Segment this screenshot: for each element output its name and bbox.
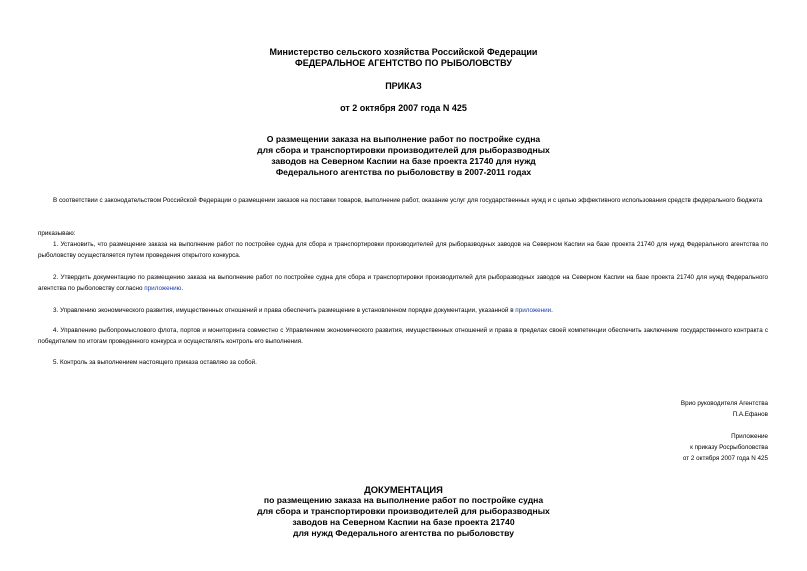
title-line-1: О размещении заказа на выполнение работ по постройке судна (266, 134, 541, 144)
title-line-2: для сбора и транспортировки производителей для рыборазводных (257, 145, 550, 155)
documentation-line-3: заводов на Северном Каспии на базе проекта 21740 (292, 517, 515, 527)
appendix-link[interactable]: приложению (144, 285, 182, 292)
signature-position: Врио руководителя Агентства (680, 400, 768, 407)
title-line-4: Федерального агентства по рыболовству в 2007-2011 годах (275, 167, 532, 177)
documentation-line-4: для нужд Федерального агентства по рыболовству (293, 528, 514, 538)
appendix-label: Приложение (731, 433, 768, 440)
appendix-order-date: от 2 октября 2007 года N 425 (682, 455, 768, 462)
paragraph-1: 1. Установить, что размещение заказа на выполнение работ по постройке судна для сбора и транспортировки производителей для рыборазводных заводов на Северном Каспии на базе проекта 21740 для нужд Федерального агентства по рыболовству осуществляется путем проведения открытого конкурса. (38, 241, 768, 259)
paragraph-2: 2. Утвердить документацию по размещению заказа на выполнение работ по постройке судна для сбора и транспортировки производителей для рыборазводных заводов на Северном Каспии на базе проекта 21740 для нужд Федерального агентства по рыболовству согласно приложению. (38, 274, 768, 292)
appendix-link-2[interactable]: приложении (515, 307, 552, 314)
paragraph-4: 4. Управлению рыбопромыслового флота, портов и мониторинга совместно с Управлением экономического развития, имущественных отношений и права в пределах своей компетенции обеспечить заключение государственного контракта с победителем по итогам проведенного конкурса и осуществлять контроль его выполнения. (38, 327, 768, 345)
intro-paragraph: В соответствии с законодательством Российской Федерации о размещении заказов на поставки товаров, выполнение работ, оказание услуг для государственных нужд и с целью эффективного использования средств федерального бюджета (53, 197, 763, 204)
order-word: приказываю: (38, 230, 76, 237)
paragraph-5: 5. Контроль за выполнением настоящего приказа оставляю за собой. (53, 359, 257, 366)
documentation-line-2: для сбора и транспортировки производителей для рыборазводных (257, 506, 550, 516)
documentation-line-1: по размещению заказа на выполнение работ по постройке судна (263, 495, 544, 505)
agency-name: ФЕДЕРАЛЬНОЕ АГЕНТСТВО ПО РЫБОЛОВСТВУ (295, 58, 512, 68)
signature-name: П.А.Ефанов (732, 411, 768, 418)
paragraph-3: 3. Управлению экономического развития, имущественных отношений и права обеспечить размещение в установленном порядке документации, указанной в приложении. (53, 307, 553, 314)
appendix-order-ref: к приказу Росрыболовства (690, 444, 768, 451)
ministry-name: Министерство сельского хозяйства Российской Федерации (269, 47, 538, 57)
document-date-number: от 2 октября 2007 года N 425 (340, 103, 467, 113)
title-line-3: заводов на Северном Каспии на базе проекта 21740 для нужд (271, 156, 536, 166)
documentation-heading: ДОКУМЕНТАЦИЯ (364, 484, 443, 495)
document-type: ПРИКАЗ (385, 81, 422, 91)
